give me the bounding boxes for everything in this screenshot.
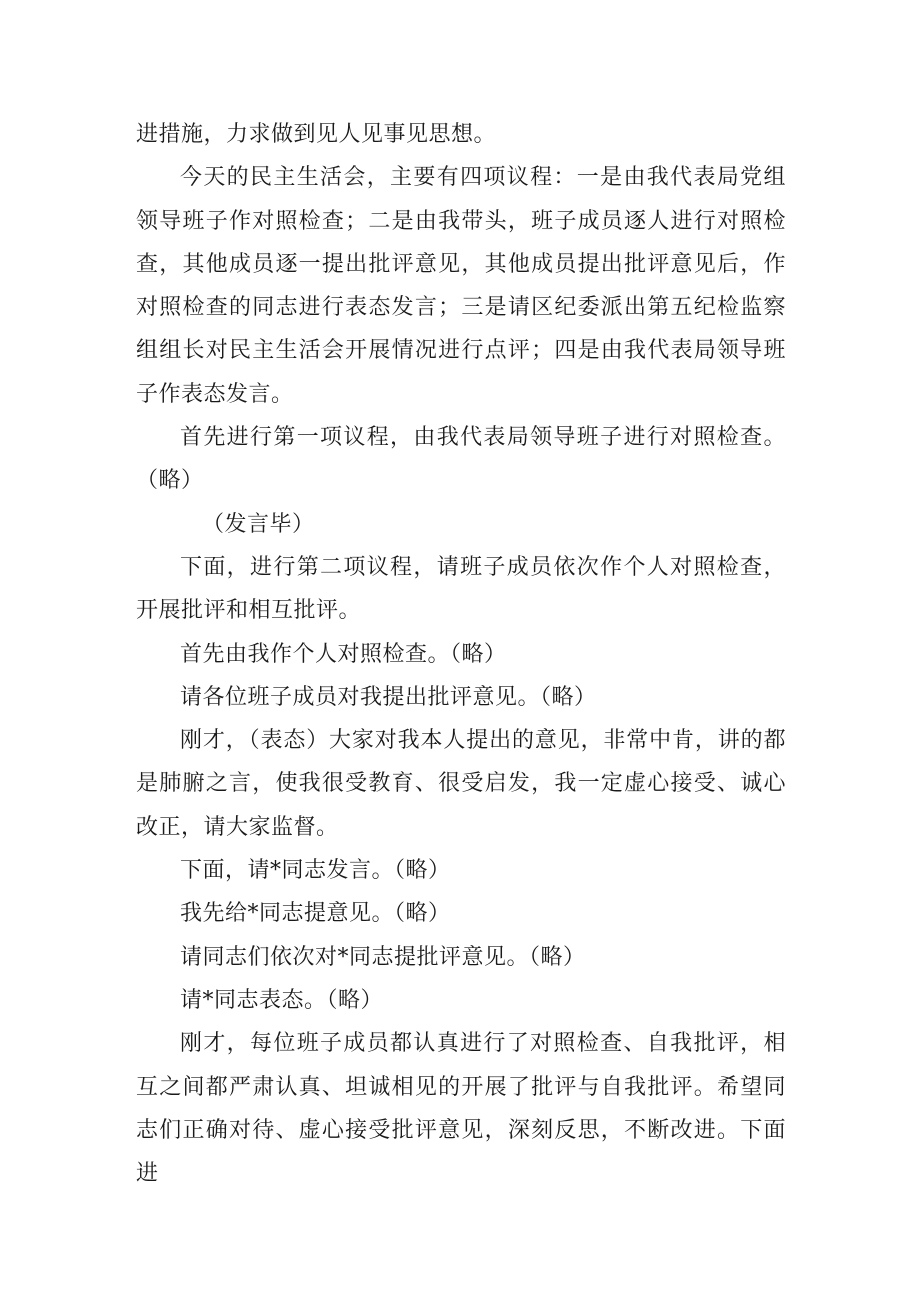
paragraph-speech-end: （发言毕） [202, 511, 315, 537]
paragraph-continuation: 进措施，力求做到见人见事见思想。 [136, 122, 497, 147]
paragraph-give-opinion: 我先给*同志提意见。（略） [180, 901, 451, 927]
document-body [136, 113, 786, 1195]
paragraph-statement: 请*同志表态。（略） [180, 987, 384, 1013]
paragraph-response: 刚才，（表态）大家对我本人提出的意见，非常中肯，讲的都是肺腑之言，使我很受教育、很受启发，我一定虚心接受、诚心改正，请大家监督。 [136, 728, 786, 840]
paragraph-second-item: 下面，进行第二项议程，请班子成员依次作个人对照检查，开展批评和相互批评。 [136, 554, 786, 624]
paragraph-summary: 刚才，每位班子成员都认真进行了对照检查、自我批评，相互之间都严肃认真、坦诚相见的开展了批评与自我批评。希望同志们正确对待、虚心接受批评意见，深刻反思，不断改进。下面进 [136, 1031, 786, 1187]
paragraph-next-speaker: 下面，请*同志发言。（略） [180, 858, 451, 884]
paragraph-self-check: 首先由我作个人对照检查。（略） [180, 641, 507, 667]
paragraph-request-criticism: 请各位班子成员对我提出批评意见。（略） [180, 684, 597, 710]
paragraph-colleagues-criticism: 请同志们依次对*同志提批评意见。（略） [180, 944, 586, 970]
paragraph-agenda: 今天的民主生活会，主要有四项议程：一是由我代表局党组领导班子作对照检查；二是由我带头，班子成员逐人进行对照检查，其他成员逐一提出批评意见，其他成员提出批评意见后，作对照检查的同志进行表态发言；三是请区纪委派出第五纪检监察组组长对民主生活会开展情况进行点评；四是由我代表局领导班子作表态发言。 [136, 165, 786, 407]
paragraph-first-item: 首先进行第一项议程，由我代表局领导班子进行对照检查。（略） [136, 425, 786, 494]
